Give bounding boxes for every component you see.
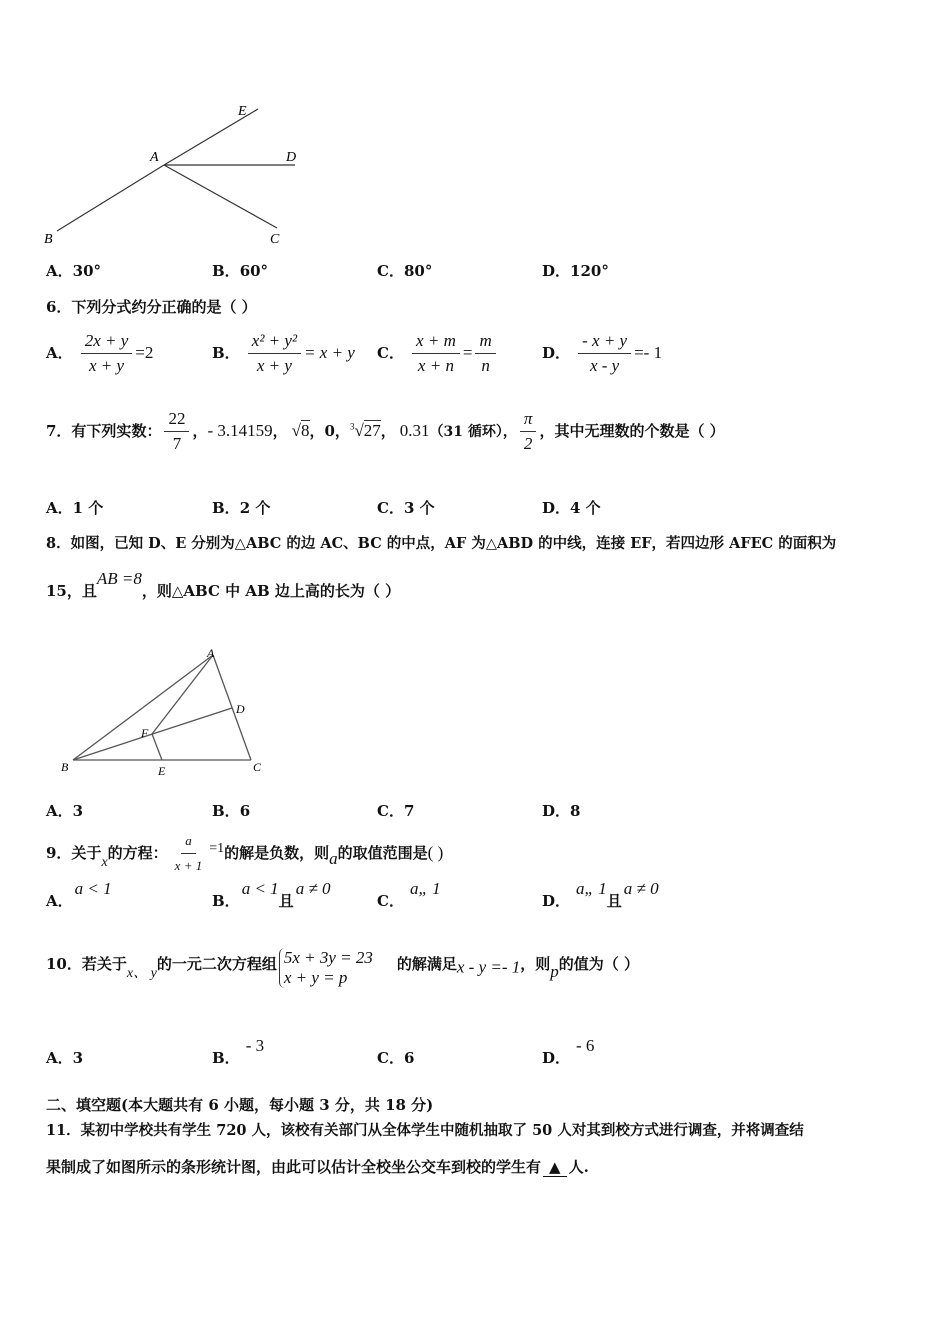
angle-figure bbox=[40, 95, 320, 255]
triangle-figure bbox=[55, 645, 275, 785]
fig2-label-f: F bbox=[141, 726, 149, 740]
q10-option-b: B．- 3 bbox=[212, 1036, 265, 1067]
q5-option-c: C．80° bbox=[377, 262, 433, 280]
answer-blank: ▲ bbox=[543, 1158, 567, 1177]
sqrt-8: √8 bbox=[291, 421, 310, 440]
q7-option-b: B．2 个 bbox=[212, 499, 271, 517]
q5-option-d: D．120° bbox=[542, 262, 609, 280]
q7-option-a: A．1 个 bbox=[46, 499, 104, 517]
fig1-label-d: D bbox=[286, 150, 297, 165]
q10-option-a: A．3 bbox=[46, 1049, 84, 1067]
q5-option-b: B．60° bbox=[212, 262, 269, 280]
q7-option-c: C．3 个 bbox=[377, 499, 435, 517]
q9-option-d: D．a„ 1且a ≠ 0 bbox=[542, 879, 659, 910]
repeating-decimal: 0.31 bbox=[399, 421, 430, 440]
q8-line1: 8．如图，已知 D、E 分别为△ABC 的边 AC、BC 的中点，AF 为△ABD 的中线，连接 EF，若四边形 AFEC 的面积为 bbox=[46, 535, 837, 552]
q9-option-c: C．a„ 1 bbox=[377, 879, 441, 910]
section-title: 二、填空题(本大题共有 6 小题，每小题 3 分，共 18 分) bbox=[46, 1096, 434, 1114]
q8-option-c: C．7 bbox=[377, 802, 415, 820]
q11-line2: 果制成了如图所示的条形统计图，由此可以估计全校坐公交车到校的学生有 ▲ 人. bbox=[46, 1158, 589, 1176]
q10-stem: 10．若关于x、 y的一元二次方程组 5x + 3y = 23 x + y = p 的解满足x - y =- 1，则p的值为（ ） bbox=[46, 948, 640, 987]
q6-option-d: D． $\frac{- x + y}{x - y}$ =- 1 bbox=[542, 331, 663, 375]
q9-stem: 9．关于x的方程： $\frac{a}{x + 1}$ =1的解是负数，则a的取值范围是( ) bbox=[46, 833, 444, 873]
q8-line2: 15，且AB =8，则△ABC 中 AB 边上高的长为（ ） bbox=[46, 569, 401, 600]
fig2-label-e: E bbox=[158, 764, 166, 778]
fig2-label-a: A bbox=[207, 646, 215, 660]
q11-line1: 11．某初中学校共有学生 720 人，该校有关部门从全体学生中随机抽取了 50 人对其到校方式进行调查，并将调查结 bbox=[46, 1122, 804, 1139]
fig1-label-a: A bbox=[150, 150, 159, 165]
fig2-label-d: D bbox=[236, 702, 245, 716]
q9-option-a: A．a < 1 bbox=[46, 879, 112, 910]
fig2-label-b: B bbox=[61, 760, 69, 774]
q6-option-b: B． $\frac{\text{x² + y²}}{x + y}$ = x + y bbox=[212, 331, 355, 375]
q6-stem: 6．下列分式约分正确的是（ ） bbox=[46, 298, 257, 316]
q5-option-a: A．30° bbox=[46, 262, 102, 280]
cube-root-27: $^3$√27 bbox=[349, 421, 381, 440]
equation-system: 5x + 3y = 23 x + y = p bbox=[279, 948, 373, 988]
q10-option-d: D．- 6 bbox=[542, 1036, 595, 1067]
q10-option-c: C．6 bbox=[377, 1049, 415, 1067]
q6-option-a: A． $\frac{2x + y}{x + y}$ =2 bbox=[46, 331, 154, 375]
q7-option-d: D．4 个 bbox=[542, 499, 601, 517]
fig2-label-c: C bbox=[253, 760, 262, 774]
fig1-label-e: E bbox=[238, 104, 247, 119]
q8-option-d: D．8 bbox=[542, 802, 581, 820]
fig1-label-b: B bbox=[44, 232, 53, 247]
q6-option-c: C． $\frac{x + m}{x + n}$ = $\frac{m}{n}$ bbox=[377, 332, 499, 375]
q8-option-a: A．3 bbox=[46, 802, 84, 820]
fig1-label-c: C bbox=[270, 232, 280, 247]
q9-option-b: B．a < 1且a ≠ 0 bbox=[212, 879, 331, 910]
q7-stem: 7．有下列实数： $\frac{22}{7}$ ，- 3.14159， √8，0，$^3$√27， 0.31（31 循环）， $\frac{\pi}{2}$ ，其中无理数的个数是（ ） bbox=[46, 409, 725, 453]
q8-option-b: B．6 bbox=[212, 802, 251, 820]
